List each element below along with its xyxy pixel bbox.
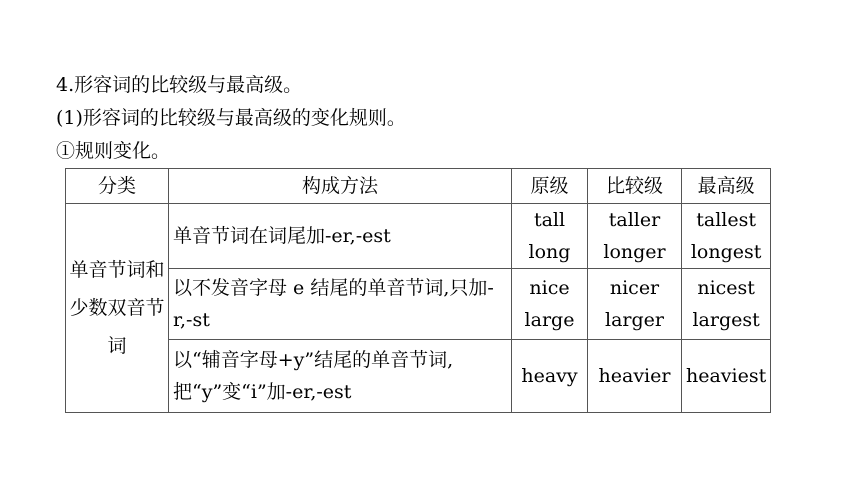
header-comparative: 比较级 [588, 169, 682, 204]
subsection-label: ①规则变化。 [56, 140, 171, 162]
word: nice [529, 277, 570, 299]
category-cell: 单音节词和少数双音节词 [66, 204, 169, 413]
table-row [66, 204, 771, 269]
word: nicest [697, 277, 755, 299]
word: long [528, 241, 571, 263]
header-positive: 原级 [512, 169, 588, 204]
comparative-cell [588, 269, 682, 340]
positive-cell: heavy [512, 340, 588, 413]
word: largest [692, 309, 760, 331]
comparative-cell [588, 204, 682, 269]
word: taller [608, 209, 661, 231]
header-method: 构成方法 [169, 169, 512, 204]
word: longest [690, 241, 762, 263]
word: larger [605, 309, 664, 331]
word: nicer [609, 277, 660, 299]
table-row [66, 269, 771, 340]
superlative-cell [682, 269, 771, 340]
method-cell: 单音节词在词尾加-er,-est [169, 204, 512, 269]
word: tall [533, 209, 566, 231]
method-cell: 以“辅音字母+y”结尾的单音节词,把“y”变“i”加-er,-est [169, 340, 512, 413]
table-header-row [66, 169, 771, 204]
word: tallest [696, 209, 756, 231]
word: longer [603, 241, 666, 263]
superlative-cell [682, 204, 771, 269]
word: large [524, 309, 575, 331]
comparison-table [65, 168, 771, 413]
superlative-cell: heaviest [682, 340, 771, 413]
positive-cell [512, 269, 588, 340]
table-row [66, 340, 771, 413]
section-heading: 4.形容词的比较级与最高级。 [56, 74, 303, 96]
comparative-cell: heavier [588, 340, 682, 413]
header-category: 分类 [66, 169, 169, 204]
method-cell: 以不发音字母 e 结尾的单音节词,只加-r,-st [169, 269, 512, 340]
header-superlative: 最高级 [682, 169, 771, 204]
positive-cell [512, 204, 588, 269]
sub-heading: (1)形容词的比较级与最高级的变化规则。 [56, 107, 406, 129]
